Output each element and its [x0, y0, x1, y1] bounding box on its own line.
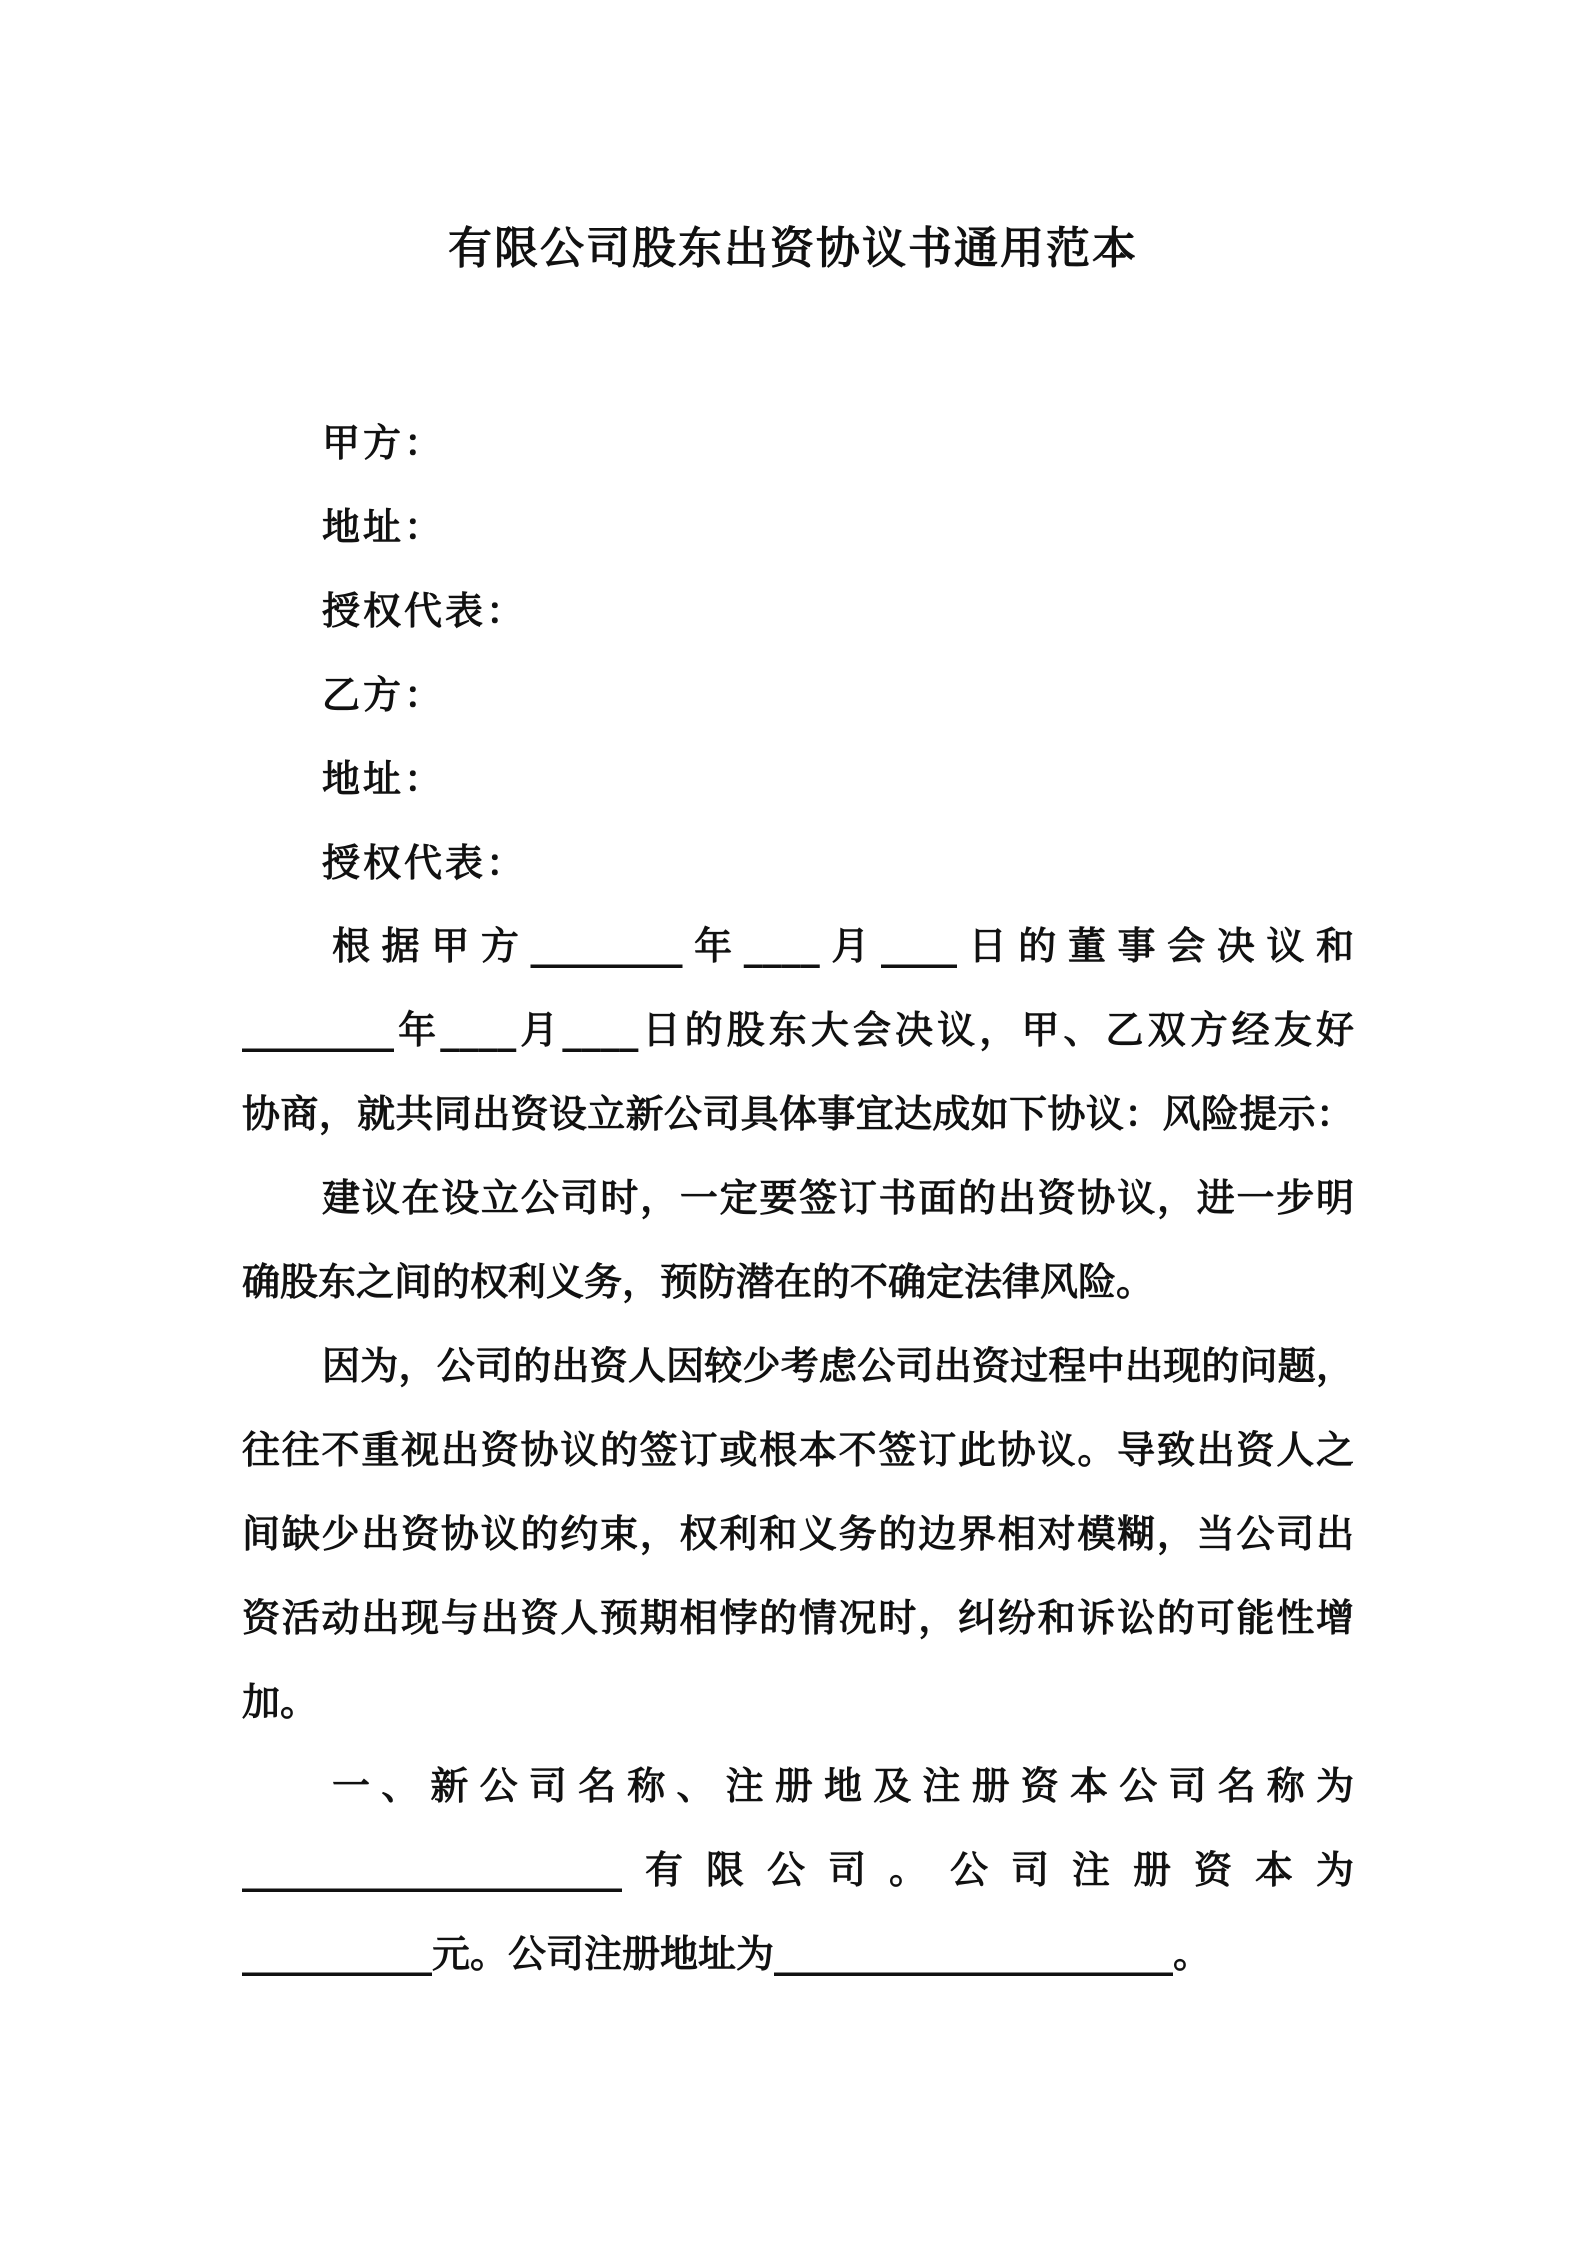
section-one-line-1: 一、新公司名称、注册地及注册资本公司名称为 [332, 1764, 1354, 1808]
reason-line-5: 加。 [242, 1680, 319, 1724]
section-one-line-2: ____________________有限公司。公司注册资本为 [242, 1848, 1354, 1892]
party-a-label: 甲方： [322, 421, 446, 465]
section-one-line-3: __________元。公司注册地址为_____________________。 [242, 1932, 1212, 1976]
reason-line-3: 间缺少出资协议的约束，权利和义务的边界相对模糊，当公司出 [242, 1512, 1354, 1556]
risk-tip-line-1: 建议在设立公司时，一定要签订书面的出资协议，进一步明 [322, 1176, 1354, 1220]
reason-line-2: 往往不重视出资协议的签订或根本不签订此协议。导致出资人之 [242, 1428, 1354, 1472]
preamble-line-2: ________年____月____日的股东大会决议，甲、乙双方经友好 [242, 1008, 1354, 1052]
preamble-line-3: 协商，就共同出资设立新公司具体事宜达成如下协议：风险提示： [242, 1092, 1354, 1136]
document-title: 有限公司股东出资协议书通用范本 [448, 223, 1138, 274]
party-a-address-label: 地址： [322, 505, 446, 549]
reason-line-4: 资活动出现与出资人预期相悖的情况时，纠纷和诉讼的可能性增 [242, 1596, 1354, 1640]
party-b-address-label: 地址： [322, 757, 446, 801]
reason-line-1: 因为，公司的出资人因较少考虑公司出资过程中出现的问题， [322, 1344, 1354, 1388]
party-a-representative-label: 授权代表： [322, 589, 528, 633]
party-b-label: 乙方： [322, 673, 446, 717]
party-b-representative-label: 授权代表： [322, 841, 528, 885]
preamble-line-1: 根据甲方________年____月____日的董事会决议和 [332, 924, 1354, 968]
risk-tip-line-2: 确股东之间的权利义务，预防潜在的不确定法律风险。 [242, 1260, 1155, 1304]
